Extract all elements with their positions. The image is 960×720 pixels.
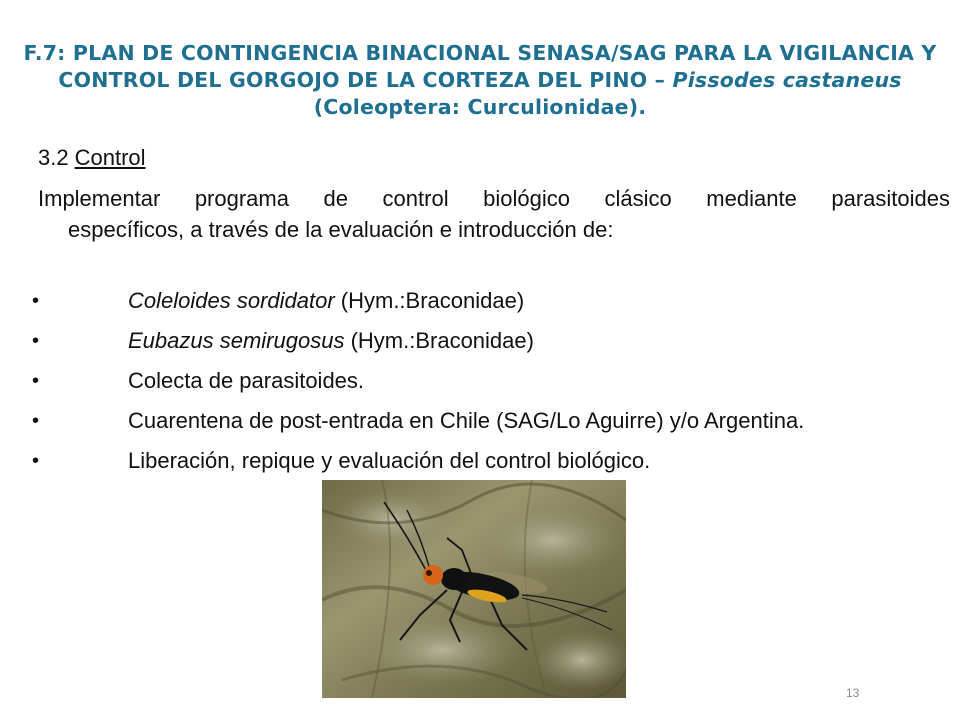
title-species-name: Pissodes castaneus (672, 68, 902, 92)
bullet-text (128, 286, 524, 316)
bullet-detail: Cuarentena de post-entrada en Chile (SAG/Lo Aguirre) y/o Argentina. (128, 408, 805, 433)
wasp-photo (322, 480, 626, 698)
intro-line-1: Implementar programa de control biológico clásico mediante parasitoides (38, 186, 950, 211)
section-heading (38, 144, 146, 172)
bullet-text (128, 366, 364, 396)
intro-line-2: específicos, a través de la evaluación e introducción de: (68, 217, 614, 242)
page-number: 13 (846, 686, 860, 700)
bullet-text (128, 446, 650, 476)
bullet-icon: • (32, 450, 40, 472)
intro-paragraph (38, 183, 950, 245)
bullet-icon: • (32, 290, 40, 312)
wasp-on-bark-image (322, 480, 626, 698)
section-title: Control (74, 145, 146, 170)
bark-patch (482, 505, 622, 575)
title-taxonomy: (Coleoptera: Curculionidae). (313, 95, 647, 119)
slide-title (20, 40, 940, 121)
title-main-text: F.7: PLAN DE CONTINGENCIA BINACIONAL SENASA/SAG PARA LA VIGILANCIA Y CONTROL DEL GORGOJO DE LA CORTEZA DEL PINO – (23, 41, 937, 92)
species-name: Eubazus semirugosus (128, 328, 345, 353)
bullet-detail: Liberación, repique y evaluación del control biológico. (128, 448, 651, 473)
bullet-icon: • (32, 410, 40, 432)
section-number: 3.2 (38, 145, 69, 170)
bullet-text (128, 326, 534, 356)
bullet-icon: • (32, 330, 40, 352)
species-name: Coleloides sordidator (128, 288, 335, 313)
bark-patch (332, 490, 452, 550)
bullet-detail: Colecta de parasitoides. (128, 368, 365, 393)
bullet-text (128, 406, 804, 436)
bullet-detail: (Hym.:Braconidae) (344, 328, 534, 353)
bullet-icon: • (32, 370, 40, 392)
bullet-detail: (Hym.:Braconidae) (334, 288, 525, 313)
